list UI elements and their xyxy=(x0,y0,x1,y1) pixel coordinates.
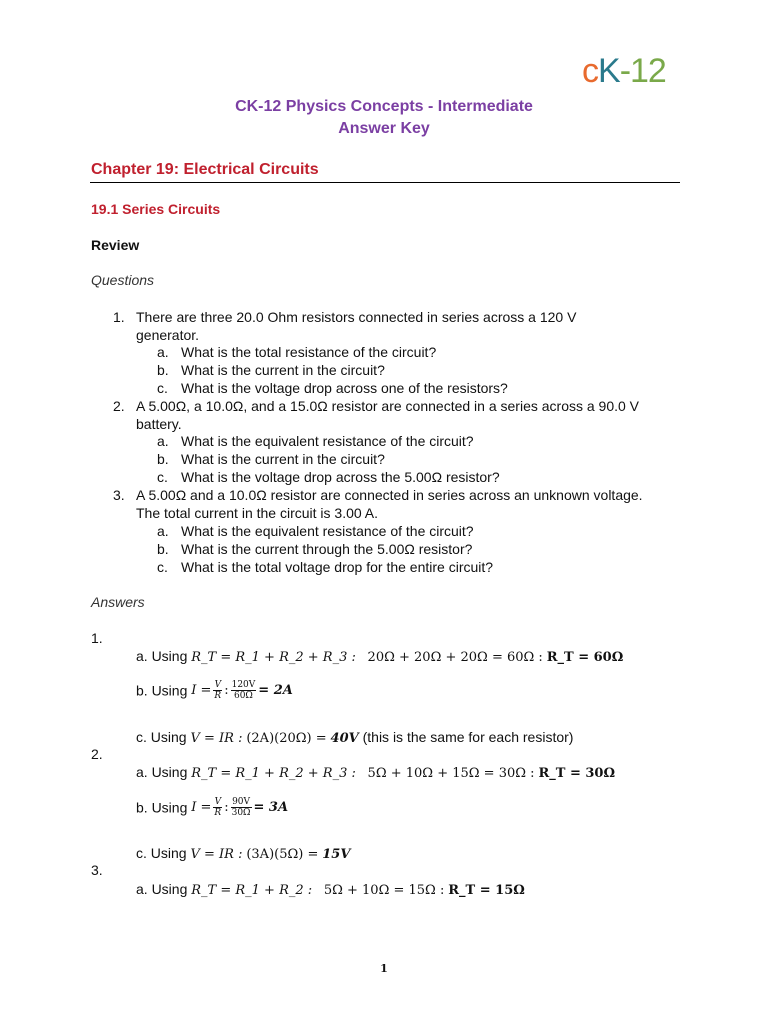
answer-lead: b. Using xyxy=(136,799,192,816)
answer-result: 15V xyxy=(322,847,351,862)
answer-line xyxy=(136,680,293,701)
chapter-rule xyxy=(90,182,680,183)
answer-lead: b. Using xyxy=(136,682,192,699)
formula: R_T = R_1 + R_2 : xyxy=(191,883,313,898)
separator: : xyxy=(224,800,229,815)
sub-label: c. xyxy=(157,559,168,575)
page-number: 1 xyxy=(380,962,388,975)
answer-result: R_T = 15Ω xyxy=(448,883,525,898)
answer-line xyxy=(136,729,573,746)
calculation: 20Ω + 20Ω + 20Ω = 60Ω : xyxy=(367,650,543,665)
answer-line xyxy=(136,845,350,862)
sub-question: What is the voltage drop across one of the resistors? xyxy=(181,380,508,396)
separator: : xyxy=(224,683,229,698)
answer-result: = 2A xyxy=(258,683,293,698)
answers-heading: Answers xyxy=(91,594,145,610)
chapter-heading: Chapter 19: Electrical Circuits xyxy=(91,161,319,178)
question-number: 3. xyxy=(113,487,125,503)
section-heading: 19.1 Series Circuits xyxy=(91,201,221,217)
sub-question: What is the total voltage drop for the entire circuit? xyxy=(181,559,494,575)
logo-rest: -12 xyxy=(619,52,666,90)
formula: I = xyxy=(191,683,212,698)
answer-line xyxy=(136,881,525,898)
answer-lead: a. Using xyxy=(136,648,192,664)
sub-question: What is the current through the 5.00Ω resistor? xyxy=(181,541,473,557)
formula: I = xyxy=(191,800,212,815)
question-number: 2. xyxy=(113,398,125,414)
answer-number: 3. xyxy=(91,862,103,878)
sub-label: a. xyxy=(157,344,169,360)
sub-question: What is the current in the circuit? xyxy=(181,362,385,378)
review-heading: Review xyxy=(91,237,140,253)
logo-k: K xyxy=(598,52,620,90)
question-text-cont: battery. xyxy=(136,416,182,432)
question-text-cont: The total current in the circuit is 3.00 A. xyxy=(136,505,379,521)
question-text: A 5.00Ω, a 10.0Ω, and a 15.0Ω resistor are connected in a series across a 90.0 V xyxy=(136,398,640,414)
answer-result: 40V xyxy=(330,731,359,746)
fraction-denominator: R xyxy=(214,808,222,818)
formula: R_T = R_1 + R_2 + R_3 : xyxy=(191,766,356,781)
sub-label: a. xyxy=(157,523,169,539)
document-subtitle: Answer Key xyxy=(338,120,430,137)
answer-result: R_T = 60Ω xyxy=(546,650,624,665)
fraction xyxy=(213,680,222,701)
fraction-denominator: 30Ω xyxy=(231,808,251,818)
sub-label: c. xyxy=(157,380,168,396)
question-text: There are three 20.0 Ohm resistors connected in series across a 120 V xyxy=(136,309,577,325)
calculation: 5Ω + 10Ω + 15Ω = 30Ω : xyxy=(367,766,535,781)
calculation: (3A)(5Ω) = xyxy=(246,847,319,862)
sub-label: a. xyxy=(157,433,169,449)
answer-line xyxy=(136,648,623,665)
sub-question: What is the current in the circuit? xyxy=(181,451,385,467)
question-text: A 5.00Ω and a 10.0Ω resistor are connected in series across an unknown voltage. xyxy=(136,487,643,503)
fraction-numerator: V xyxy=(214,680,222,690)
fraction xyxy=(231,797,252,818)
question-number: 1. xyxy=(113,309,125,325)
answer-lead: c. Using xyxy=(136,729,191,745)
calculation: (2A)(20Ω) = xyxy=(246,731,327,746)
answer-line xyxy=(136,764,615,781)
fraction-denominator: R xyxy=(214,691,222,701)
document-title: CK-12 Physics Concepts - Intermediate xyxy=(235,98,533,115)
sub-label: c. xyxy=(157,469,168,485)
fraction-numerator: 90V xyxy=(232,797,251,807)
answer-line xyxy=(136,797,288,818)
fraction xyxy=(231,680,257,701)
fraction-denominator: 60Ω xyxy=(233,691,253,701)
fraction-numerator: 120V xyxy=(231,680,256,690)
answer-result: R_T = 30Ω xyxy=(538,766,616,781)
ck12-logo xyxy=(582,52,666,91)
formula: V = IR : xyxy=(190,847,243,862)
sub-question: What is the equivalent resistance of the circuit? xyxy=(181,433,474,449)
answer-note: (this is the same for each resistor) xyxy=(358,729,574,745)
question-text-cont: generator. xyxy=(136,327,200,343)
calculation: 5Ω + 10Ω = 15Ω : xyxy=(323,883,445,898)
fraction xyxy=(213,797,222,818)
answer-number: 1. xyxy=(91,630,103,646)
answer-result: = 3A xyxy=(253,800,289,815)
sub-label: b. xyxy=(157,451,169,467)
fraction-numerator: V xyxy=(214,797,222,807)
sub-question: What is the equivalent resistance of the circuit? xyxy=(181,523,474,539)
answer-lead: a. Using xyxy=(136,881,192,897)
answer-lead: a. Using xyxy=(136,764,192,780)
logo-c: c xyxy=(582,52,598,90)
formula: R_T = R_1 + R_2 + R_3 : xyxy=(191,650,356,665)
sub-question: What is the voltage drop across the 5.00Ω resistor? xyxy=(181,469,500,485)
questions-heading: Questions xyxy=(91,272,155,288)
answer-lead: c. Using xyxy=(136,845,191,861)
answer-number: 2. xyxy=(91,746,103,762)
sub-label: b. xyxy=(157,541,169,557)
sub-question: What is the total resistance of the circuit? xyxy=(181,344,437,360)
sub-label: b. xyxy=(157,362,169,378)
formula: V = IR : xyxy=(190,731,243,746)
